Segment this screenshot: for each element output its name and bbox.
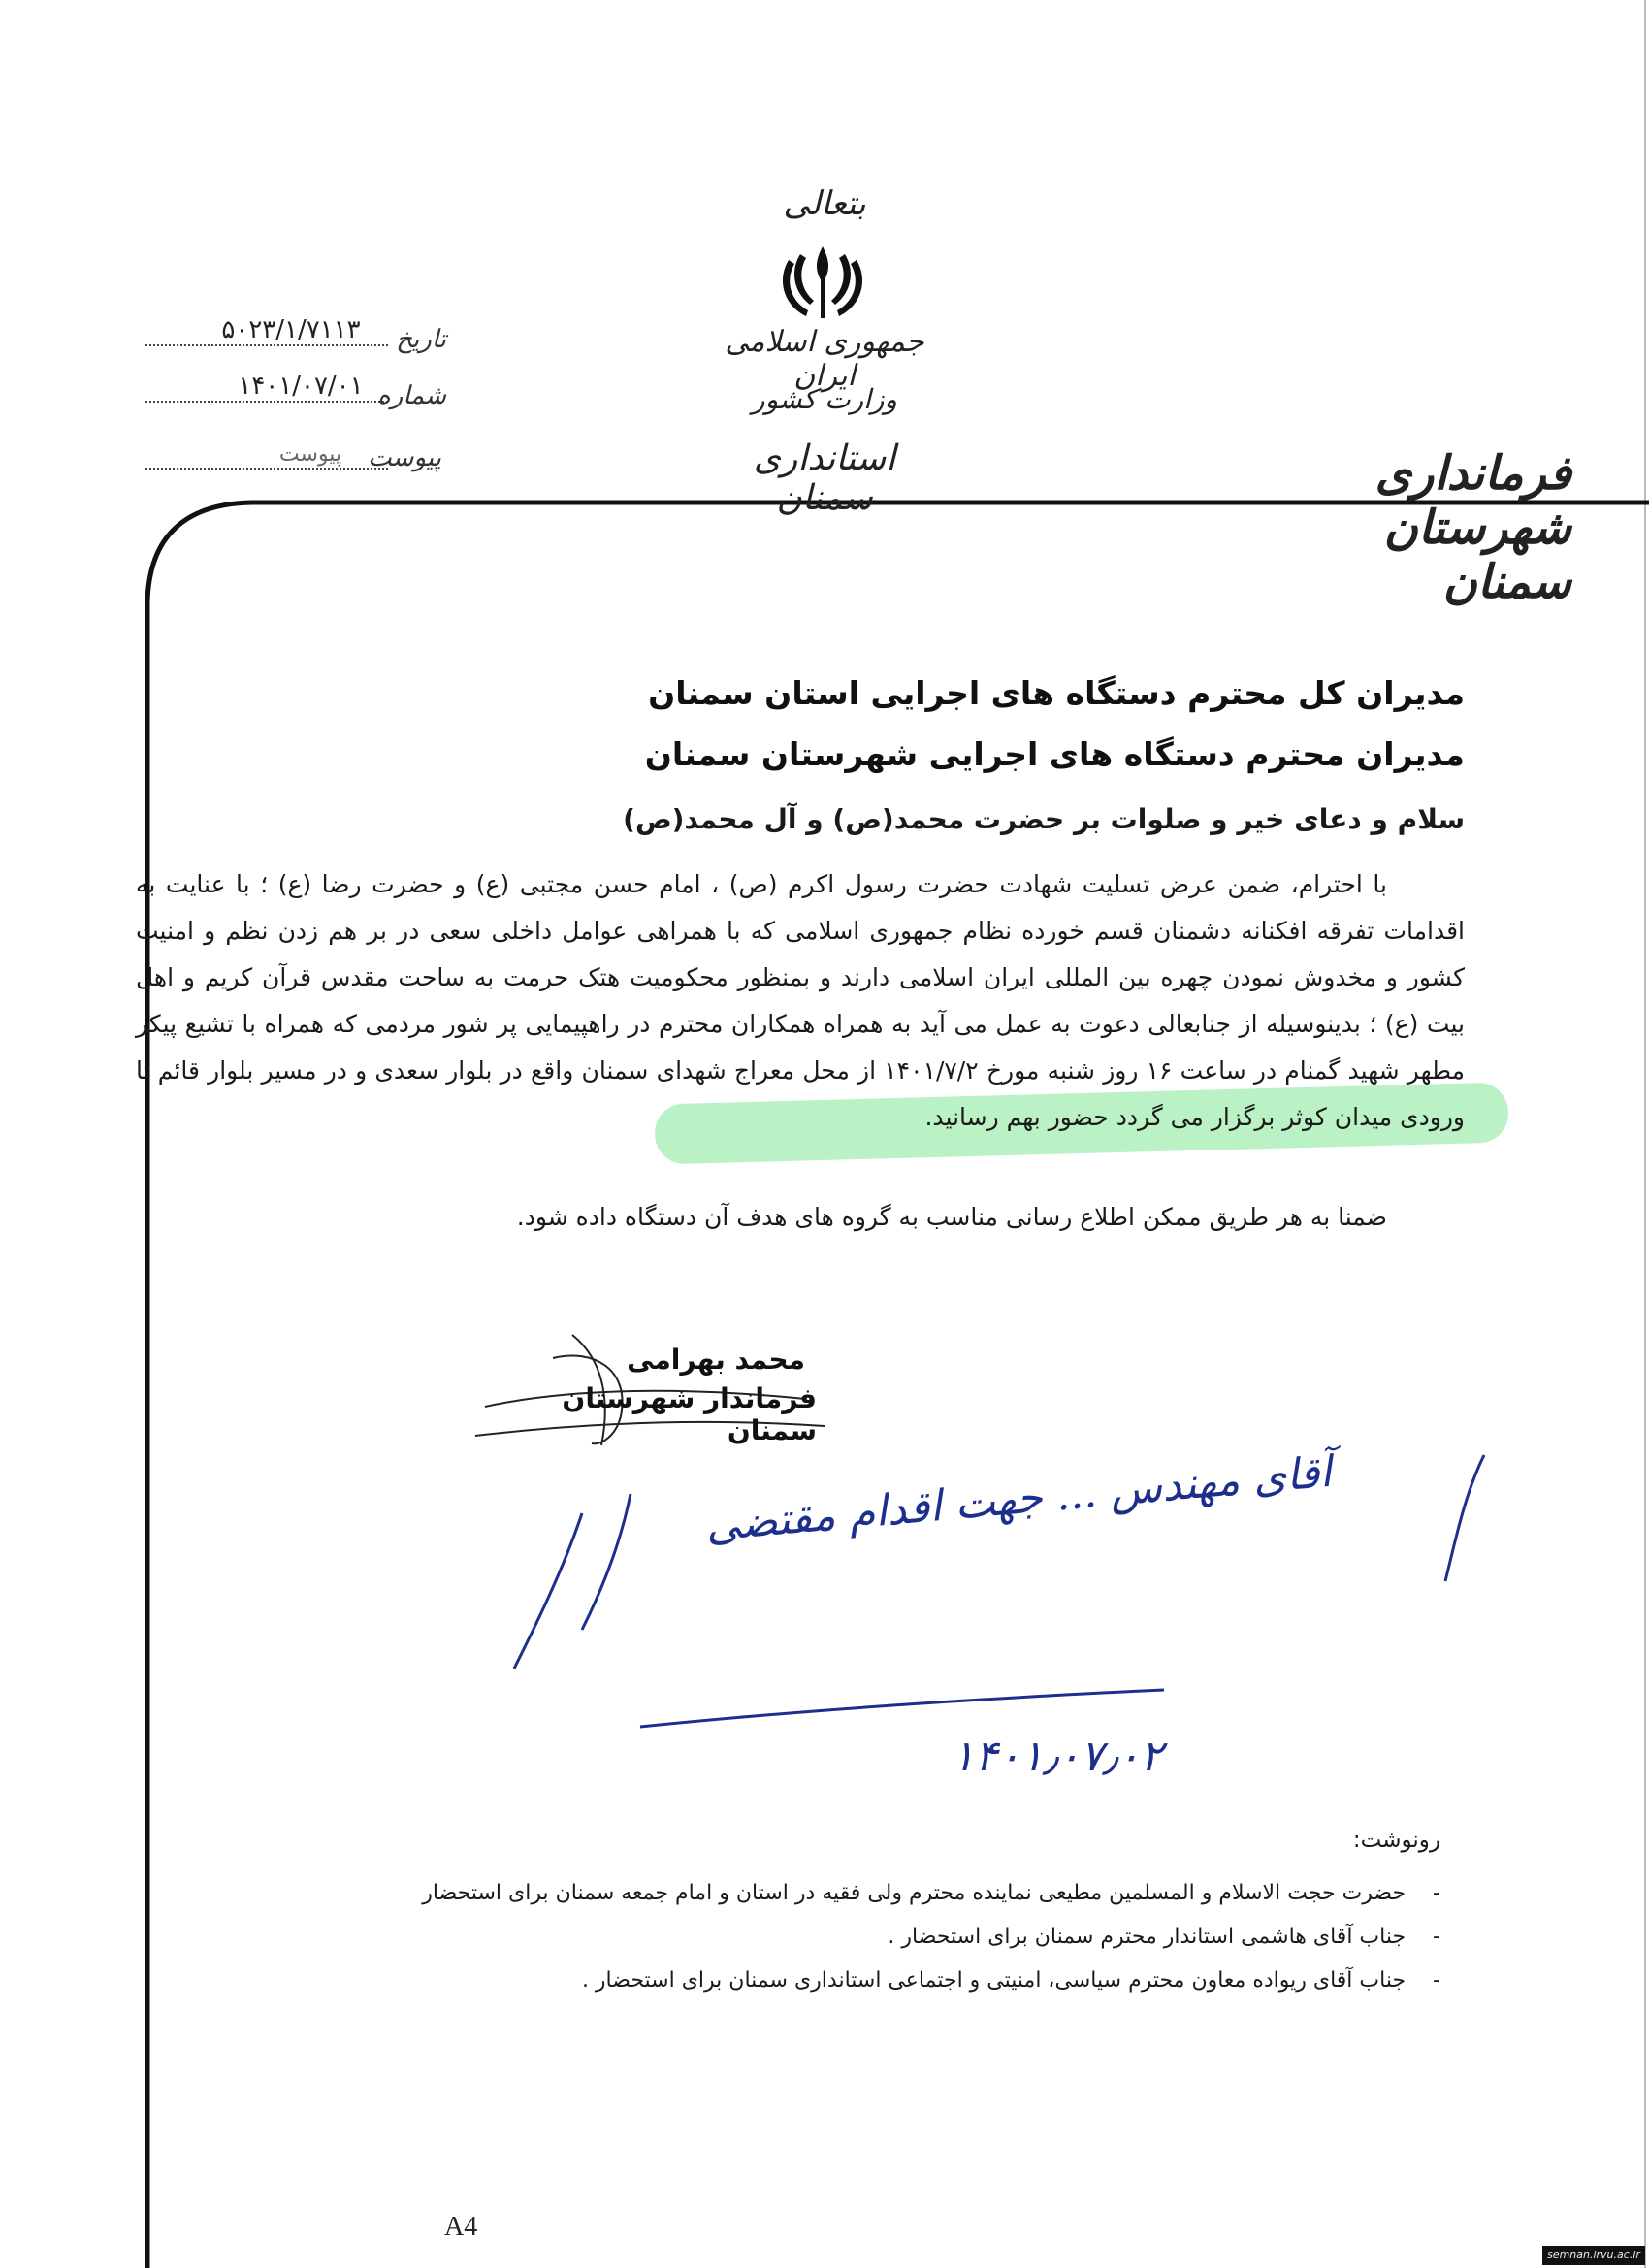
signatory-name: محمد بهرامی xyxy=(627,1344,805,1376)
paper-size-label: A4 xyxy=(444,2212,478,2242)
body-paragraph-2: ضمنا به هر طریق ممکن اطلاع رسانی مناسب به گروه های هدف آن دستگاه داده شود. xyxy=(516,1203,1387,1231)
body-paragraph-1: با احترام، ضمن عرض تسلیت شهادت حضرت رسول اکرم (ص) ، امام حسن مجتبی (ع) و حضرت رضا (ع) ؛ با عنایت به اقدامات تفرقه افکنانه دشمنان قسم خورده نظام جمهوری اسلامی که با همراهی عوامل داخلی سعی در بر هم زدن نظم و امنیت کشور و مخدوش نمودن چهره بین المللی ایران اسلامی دارند و بمنظور محکومیت هتک حرمت به ساحت مقدس قرآن کریم و اهل بیت (ع) ؛ بدینوسیله از جنابعالی دعوت به عمل می آید به همراه همکاران محترم در راهپیمایی پر شور مردمی که همراه با تشیع پیکر مطهر شهید گمنام در ساعت ۱۶ روز شنبه مورخ ۱۴۰۱/۷/۲ از محل معراج شهدای سمنان واقع در بلوار سعدی و در مسیر بلوار قائم تا ورودی میدان کوثر برگزار می گردد حضور بهم رسانید. xyxy=(136,870,1465,1131)
iran-emblem-icon xyxy=(771,241,874,324)
handwritten-date: ۱۴۰۱٫۰۷٫۰۲ xyxy=(952,1732,1163,1781)
recipient-line-2: مدیران محترم دستگاه های اجرایی شهرستان سمنان xyxy=(644,735,1465,773)
cc-item xyxy=(179,1960,1440,2002)
greeting: سلام و دعای خیر و صلوات بر حضرت محمد(ص) و آل محمد(ص) xyxy=(623,803,1465,835)
recipient-line-1: مدیران کل محترم دستگاه های اجرایی استان سمنان xyxy=(648,674,1465,712)
attachment-label: پیوست xyxy=(368,443,441,472)
cc-label: رونوشت: xyxy=(1352,1828,1440,1853)
cc-item-text: جناب آقای هاشمی استاندار محترم سمنان برای استحضار . xyxy=(888,1925,1406,1949)
attachment-line xyxy=(146,468,388,470)
county-office-name: فرمانداری شهرستان سمنان xyxy=(1374,446,1571,609)
signatory-title: فرماندار شهرستان سمنان xyxy=(562,1382,817,1446)
number-line xyxy=(146,401,388,403)
republic-name: جمهوری اسلامی ایران xyxy=(725,325,924,393)
basmala: بتعالی xyxy=(783,184,866,223)
number-value: ۱۴۰۱/۰۷/۰۱ xyxy=(238,372,364,401)
cc-item-text: جناب آقای ریواده معاون محترم سیاسی، امنیتی و اجتماعی استانداری سمنان برای استحضار . xyxy=(581,1968,1406,1993)
cc-bullet: - xyxy=(1406,1968,1440,1993)
province-office-name: استانداری سمنان xyxy=(753,438,896,518)
date-line xyxy=(146,344,388,346)
cc-item xyxy=(179,1872,1440,1915)
cc-bullet: - xyxy=(1406,1881,1440,1905)
attachment-value: پیوست xyxy=(278,442,342,467)
ministry-name: وزارت کشور xyxy=(752,383,897,415)
watermark: semnan.irvu.ac.ir xyxy=(1542,2246,1645,2265)
number-label: شماره xyxy=(377,381,446,410)
handwritten-note: آقای مهندس ... جهت اقدام مقتضی xyxy=(703,1446,1334,1552)
date-value: ۵۰۲۳/۱/۷۱۱۳ xyxy=(221,315,361,344)
cc-item xyxy=(179,1916,1440,1959)
cc-item-text: حضرت حجت الاسلام و المسلمین مطیعی نماینده محترم ولی فقیه در استان و امام جمعه سمنان برای استحضار xyxy=(422,1881,1406,1905)
cc-bullet: - xyxy=(1406,1925,1440,1949)
date-label: تاریخ xyxy=(396,325,446,354)
